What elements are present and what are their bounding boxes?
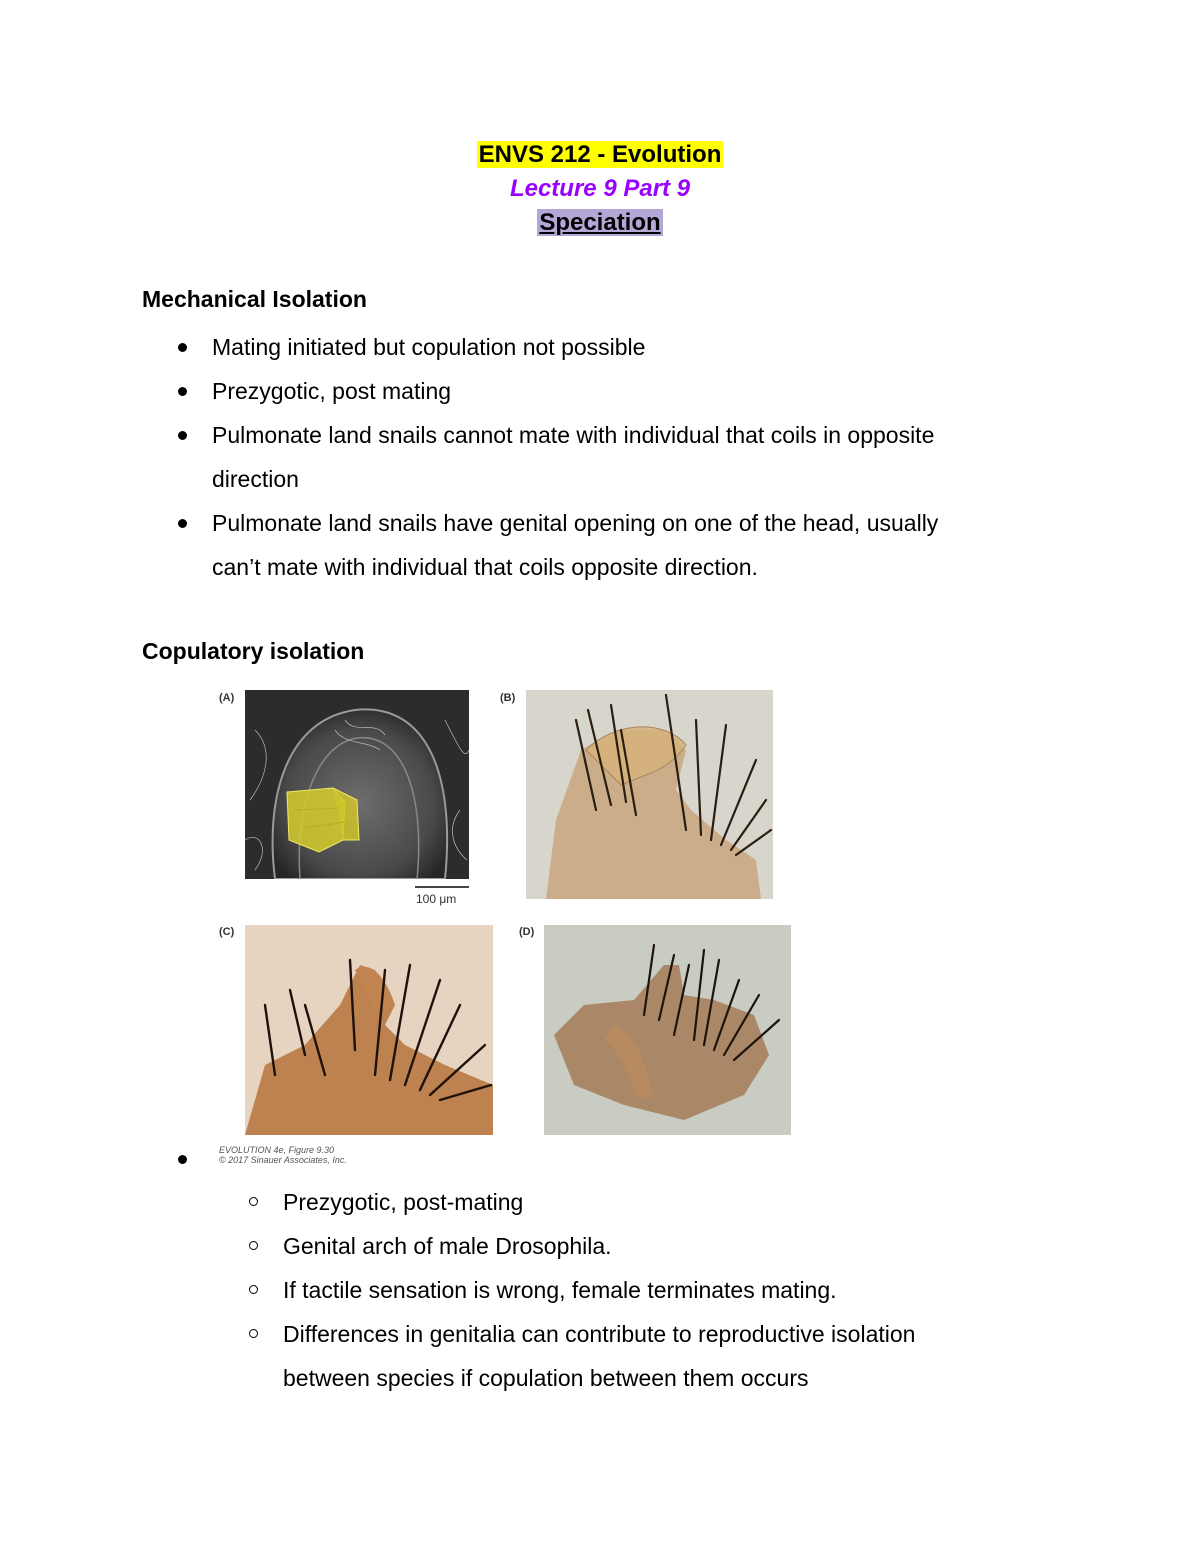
- scale-bar: [415, 886, 469, 888]
- mechanical-isolation-heading: Mechanical Isolation: [142, 286, 367, 312]
- lecture-title: Lecture 9 Part 9: [509, 175, 691, 202]
- bullet-dot: [178, 1155, 187, 1164]
- copulatory-sub-bullet-1: Prezygotic, post-mating: [283, 1189, 524, 1215]
- copulatory-isolation-heading: Copulatory isolation: [142, 638, 365, 664]
- micrograph-panel-b: [526, 690, 773, 899]
- hollow-bullet: [249, 1329, 258, 1338]
- title-block: [0, 138, 1200, 240]
- sem-image-panel-a: [245, 690, 469, 879]
- copulatory-sub-bullet-3: If tactile sensation is wrong, female terminates mating.: [283, 1277, 837, 1303]
- micrograph-panel-d: [544, 925, 791, 1135]
- copulatory-sub-bullet-4-cont: between species if copulation between them occurs: [283, 1365, 809, 1391]
- hollow-bullet: [249, 1241, 258, 1250]
- mechanical-bullet-1: Mating initiated but copulation not possible: [212, 334, 646, 360]
- mechanical-bullet-3: Pulmonate land snails cannot mate with individual that coils in opposite: [212, 422, 935, 448]
- copulatory-sub-bullet-4: Differences in genitalia can contribute to reproductive isolation: [283, 1321, 916, 1347]
- course-title: ENVS 212 - Evolution: [478, 141, 722, 168]
- hollow-bullet: [249, 1197, 258, 1206]
- credit-line-1: EVOLUTION 4e, Figure 9.30: [219, 1145, 335, 1155]
- panel-label-b: (B): [500, 692, 516, 704]
- figure-credit: [219, 1145, 347, 1165]
- copulatory-sub-bullet-2: Genital arch of male Drosophila.: [283, 1233, 612, 1259]
- panel-label-c: (C): [219, 926, 235, 938]
- panel-label-d: (D): [519, 926, 535, 938]
- bullet-dot: [178, 431, 187, 440]
- bullet-dot: [178, 343, 187, 352]
- bullet-dot: [178, 387, 187, 396]
- mechanical-bullet-3-cont: direction: [212, 466, 299, 492]
- credit-line-2: © 2017 Sinauer Associates, Inc.: [219, 1155, 347, 1165]
- scale-label: 100 μm: [416, 892, 457, 906]
- bullet-dot: [178, 519, 187, 528]
- mechanical-bullet-2: Prezygotic, post mating: [212, 378, 452, 404]
- panel-label-a: (A): [219, 692, 235, 704]
- mechanical-bullet-4-cont: can’t mate with individual that coils opposite direction.: [212, 554, 758, 580]
- mechanical-bullet-4: Pulmonate land snails have genital opening on one of the head, usually: [212, 510, 939, 536]
- topic-title: Speciation: [539, 209, 661, 236]
- micrograph-panel-c: [245, 925, 493, 1135]
- hollow-bullet: [249, 1285, 258, 1294]
